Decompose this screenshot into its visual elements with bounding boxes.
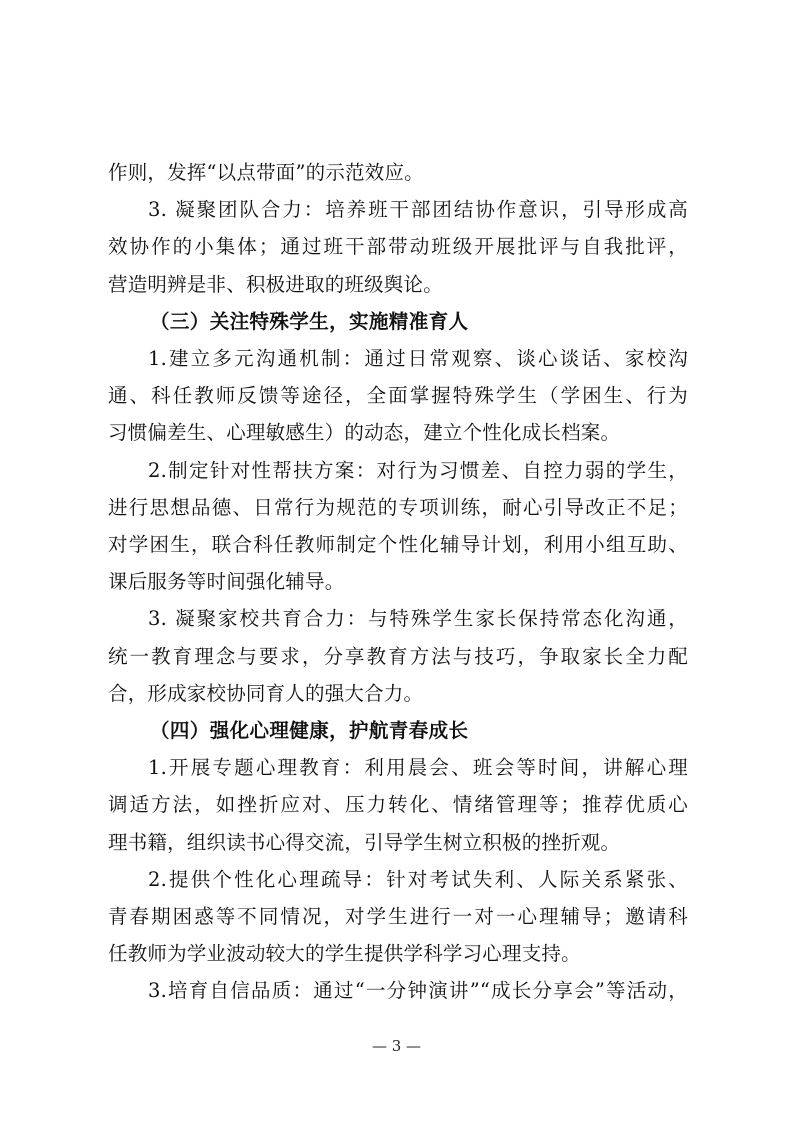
section-heading: （三）关注特殊学生，实施精准育人 [150,309,469,333]
page-number: — 3 — [371,1037,422,1055]
paragraph-line: 课后服务等时间强化辅导。 [108,570,345,594]
paragraph-line: 统一教育理念与要求，分享教育方法与技巧，争取家长全力配 [108,644,688,668]
paragraph-line: 青春期困惑等不同情况，对学生进行一对一心理辅导；邀请科 [108,905,688,928]
paragraph-line: 3.培育自信品质：通过“一分钟演讲”“成长分享会”等活动， [148,979,688,1003]
paragraph-line: 效协作的小集体；通过班干部带动班级开展批评与自我批评， [108,235,688,259]
paragraph-line: 1.建立多元沟通机制：通过日常观察、谈心谈话、家校沟 [148,347,688,370]
paragraph-line: 通、科任教师反馈等途径，全面掌握特殊学生（学困生、行为 [108,384,688,408]
paragraph-line: 3. 凝聚家校共育合力：与特殊学生家长保持常态化沟通， [148,607,688,631]
paragraph-line: 任教师为学业波动较大的学生提供学科学习心理支持。 [108,942,581,966]
paragraph-line: 合，形成家校协同育人的强大合力。 [108,681,424,705]
paragraph-line: 2.制定针对性帮扶方案：对行为习惯差、自控力弱的学生， [148,458,688,482]
paragraph-line: 作则，发挥“以点带面”的示范效应。 [108,161,424,184]
paragraph-line: 2.提供个性化心理疏导：针对考试失利、人际关系紧张、 [148,867,688,891]
paragraph-line: 对学困生，联合科任教师制定个性化辅导计划，利用小组互助、 [108,533,688,556]
paragraph-line: 3. 凝聚团队合力：培养班干部团结协作意识，引导形成高 [148,198,688,222]
paragraph-line: 习惯偏差生、心理敏感生）的动态，建立个性化成长档案。 [108,421,621,445]
paragraph-line: 1.开展专题心理教育：利用晨会、班会等时间，讲解心理 [148,756,688,780]
paragraph-line: 调适方法，如挫折应对、压力转化、情绪管理等；推荐优质心 [108,793,688,817]
section-heading: （四）强化心理健康，护航青春成长 [150,719,469,742]
paragraph-line: 理书籍，组织读书心得交流，引导学生树立积极的挫折观。 [108,830,621,854]
paragraph-line: 营造明辨是非、积极进取的班级舆论。 [108,272,443,296]
paragraph-line: 进行思想品德、日常行为规范的专项训练，耐心引导改正不足； [108,495,688,519]
